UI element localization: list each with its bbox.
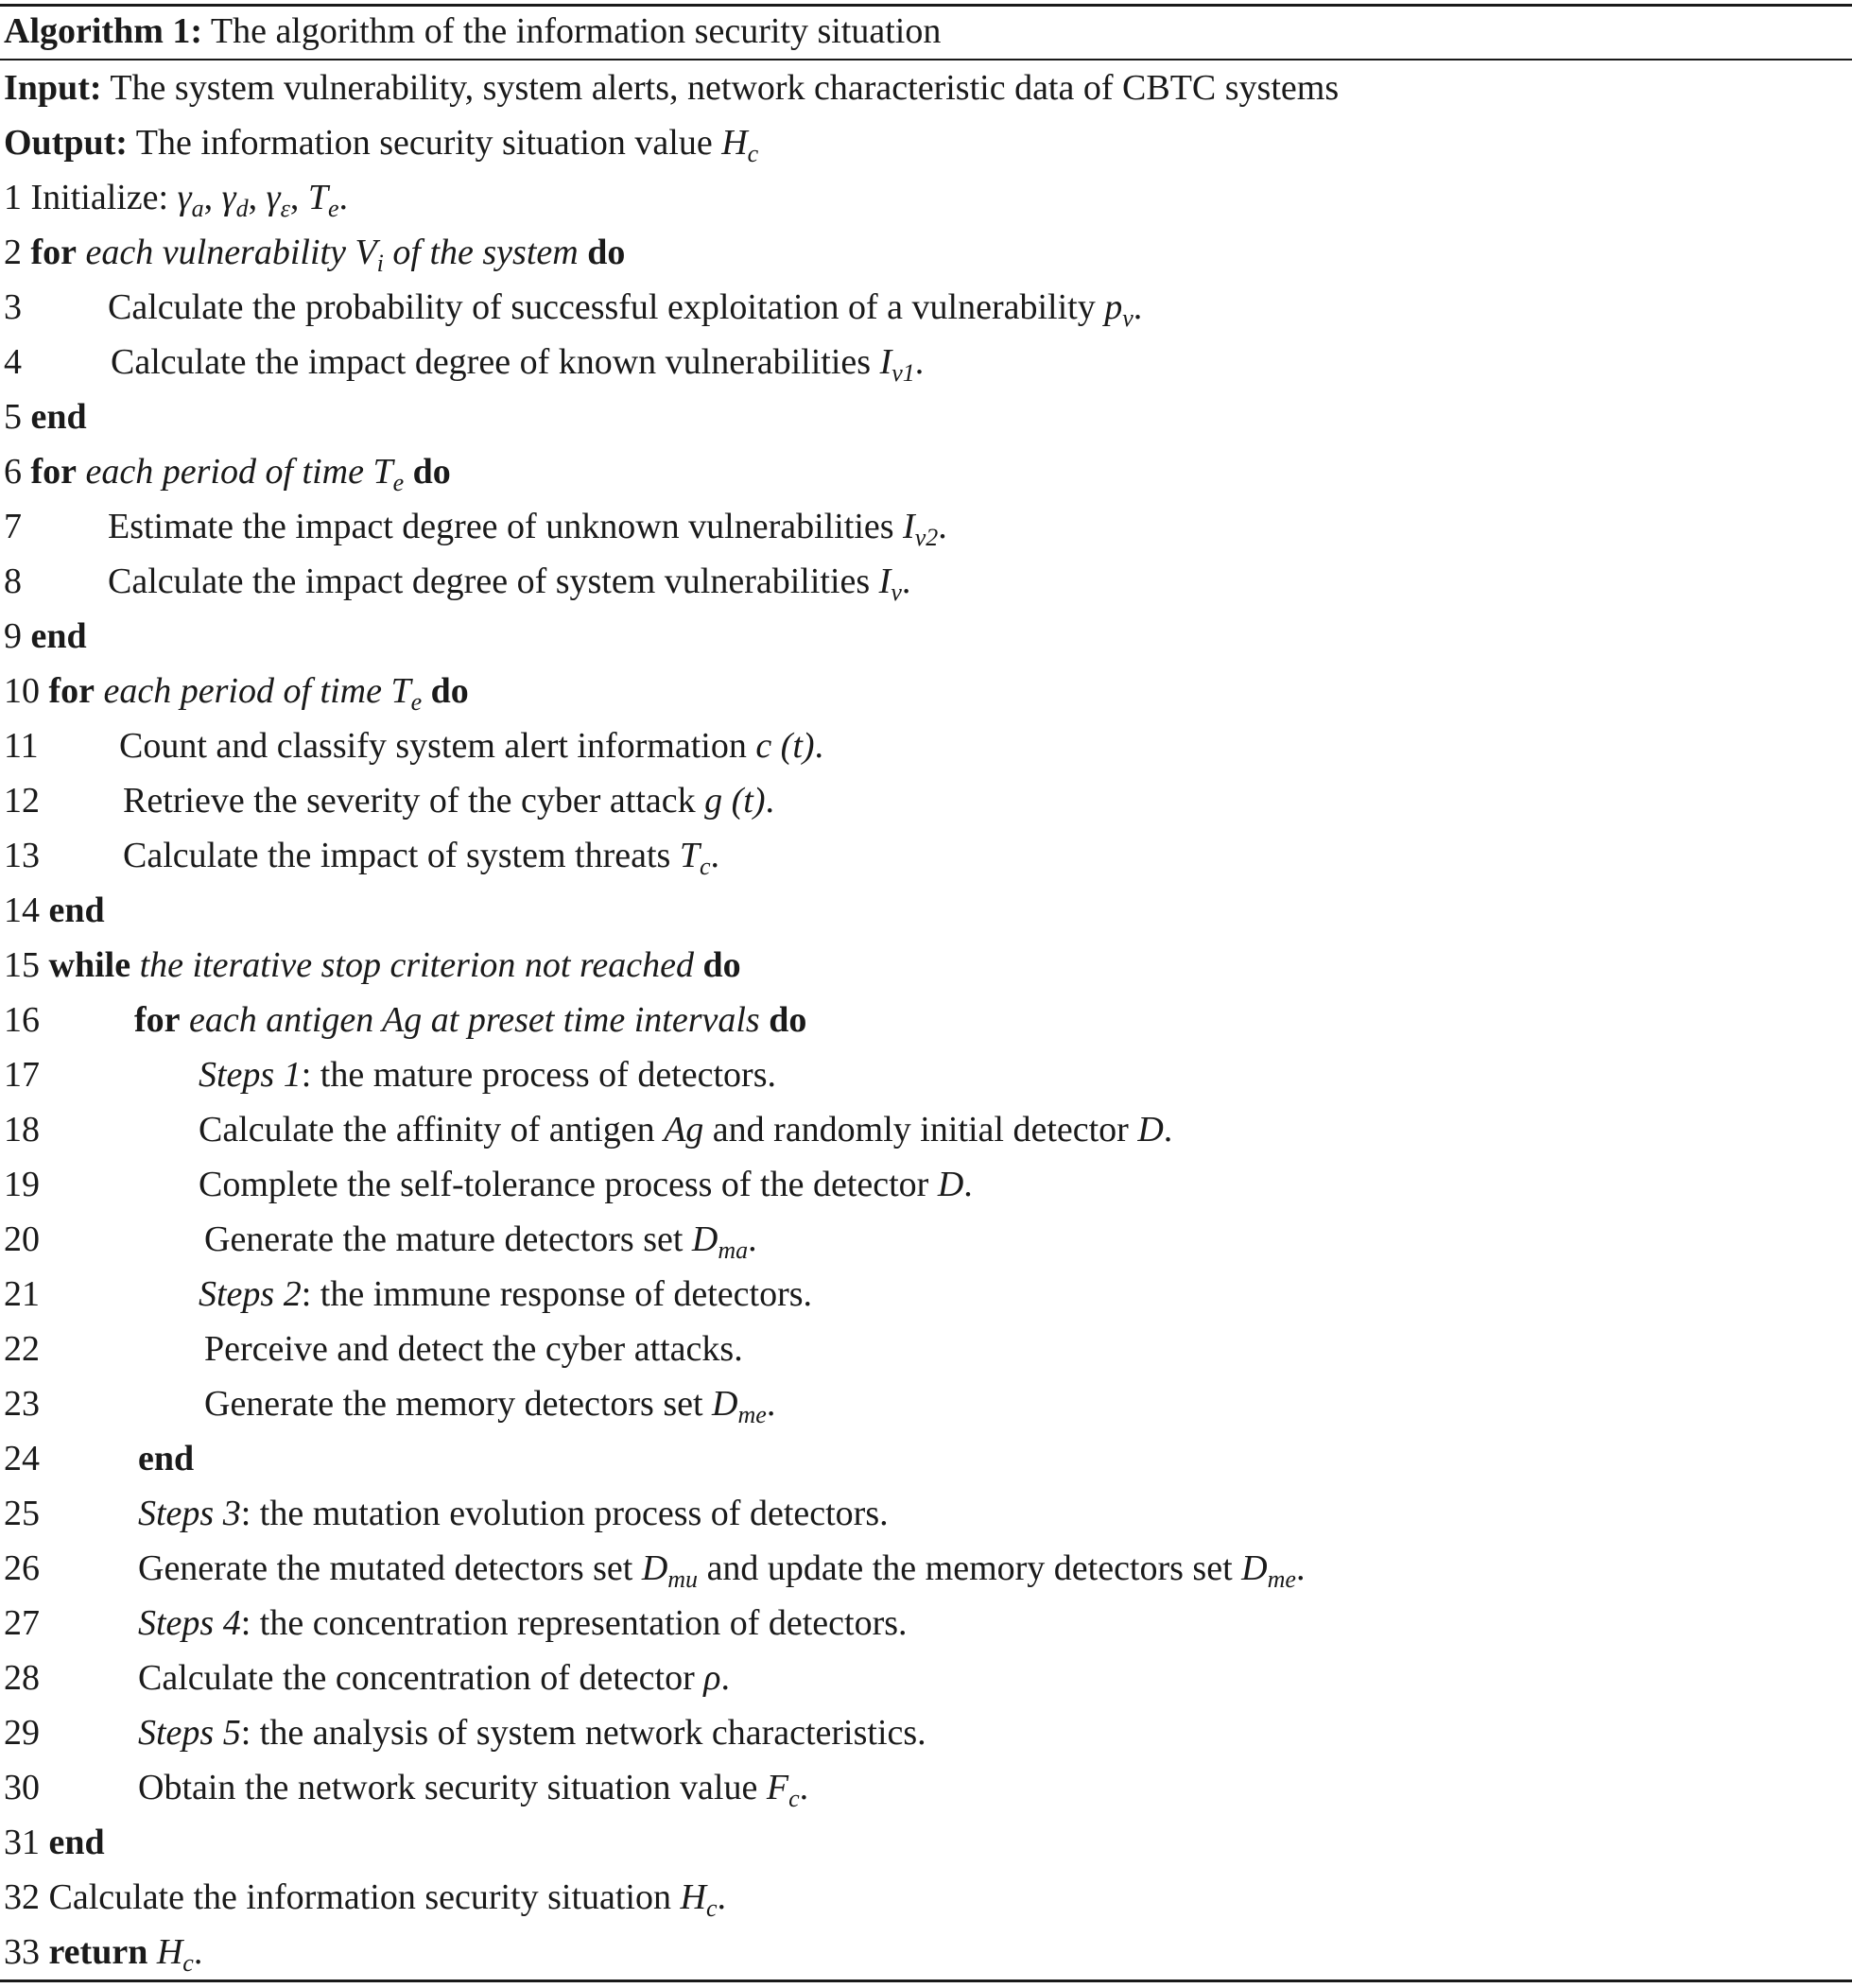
algo-line-25	[4, 1486, 889, 1541]
algorithm-title-text: The algorithm of the information security situation	[210, 11, 942, 51]
gamma-sub: d	[235, 195, 249, 222]
keyword-do: do	[587, 233, 626, 272]
line-text: Calculate the impact degree of known vulnerabilities	[111, 342, 872, 382]
math-var: D	[1137, 1110, 1164, 1150]
loop-condition: each antigen Ag at preset time intervals	[189, 1000, 760, 1040]
math-var: D	[691, 1219, 718, 1259]
loop-condition: each period of time T	[103, 671, 411, 711]
algorithm-title	[4, 5, 941, 58]
algo-line-3: 3 Calculate the probability of successful exploitation of a vulnerability $p_v$.	[4, 280, 22, 335]
gamma-sub: a	[191, 195, 204, 222]
keyword-do: do	[430, 671, 469, 711]
line-text-rest: and update the memory detectors set	[706, 1548, 1233, 1588]
line-number: 31	[4, 1823, 40, 1862]
loop-condition: each period of time T	[85, 452, 393, 492]
line-text: Count and classify system alert information	[119, 726, 747, 766]
algo-line-4: 4 Calculate the impact degree of known vulnerabilities $I_{v1}$.	[4, 335, 22, 389]
algo-line-23: 23 Generate the memory detectors set $D_{me}$.	[4, 1376, 40, 1431]
loop-condition: the iterative stop criterion not reached	[139, 945, 694, 985]
output-text: The information security situation value	[135, 123, 713, 163]
math-sub: c	[699, 853, 711, 880]
line-number: 7	[4, 507, 22, 546]
math-expr: c (t)	[755, 726, 815, 766]
math-var: D	[641, 1548, 668, 1588]
line-text: : the immune response of detectors.	[301, 1274, 813, 1314]
line-number: 29	[4, 1713, 40, 1753]
step-label: Steps 2	[199, 1274, 302, 1314]
math-var: D	[937, 1165, 964, 1204]
line-text: Retrieve the severity of the cyber attack	[123, 781, 696, 821]
algo-line-9	[4, 609, 87, 664]
line-text: Calculate the information security situation	[48, 1877, 671, 1917]
line-number: 30	[4, 1768, 40, 1807]
line-text: Calculate the impact of system threats	[123, 836, 671, 875]
step-label: Steps 5	[138, 1713, 241, 1753]
keyword-for: for	[30, 233, 78, 272]
line-number: 9	[4, 616, 22, 656]
algo-line-2	[4, 225, 625, 280]
line-number: 23	[4, 1384, 40, 1424]
te-sub: e	[327, 195, 339, 222]
keyword-while: while	[48, 945, 131, 985]
line-text: Calculate the probability of successful exploitation of a vulnerability	[108, 287, 1096, 327]
output-var: H	[721, 123, 748, 163]
line-number: 25	[4, 1494, 40, 1533]
line-number: 21	[4, 1274, 40, 1314]
math-sub: v2	[914, 524, 939, 551]
line-text: Obtain the network security situation value	[138, 1768, 758, 1807]
math-var: I	[878, 562, 891, 601]
line-text: : the mutation evolution process of detectors.	[240, 1494, 889, 1533]
line-text: Complete the self-tolerance process of the detector	[199, 1165, 929, 1204]
algo-line-28: 28 Calculate the concentration of detector ρ.	[4, 1651, 40, 1705]
keyword-return: return	[48, 1932, 148, 1972]
math-sub: v1	[891, 359, 915, 387]
line-number: 4	[4, 342, 22, 382]
algo-line-30: 30 Obtain the network security situation value $F_c$.	[4, 1760, 40, 1815]
math-var: F	[766, 1768, 789, 1807]
algo-line-10	[4, 664, 469, 718]
line-number: 6	[4, 452, 22, 492]
algo-line-32: 32 Calculate the information security situation $H_c$.	[4, 1870, 726, 1925]
line-number: 32	[4, 1877, 40, 1917]
algo-line-26: 26 Generate the mutated detectors set $D_{mu}$ and update the memory detectors set $D_{me}$.	[4, 1541, 40, 1596]
line-text: : the mature process of detectors.	[301, 1055, 776, 1095]
algo-line-6	[4, 444, 451, 499]
line-text-rest: and randomly initial detector	[712, 1110, 1129, 1150]
algo-line-19: 19 Complete the self-tolerance process of the detector D.	[4, 1157, 40, 1212]
line-text: Calculate the concentration of detector	[138, 1658, 695, 1698]
algo-line-5	[4, 389, 87, 444]
loop-condition: each vulnerability V	[85, 233, 377, 272]
algo-line-24	[4, 1431, 195, 1486]
line-text: Calculate the impact degree of system vulnerabilities	[108, 562, 871, 601]
math-var: D	[712, 1384, 738, 1424]
line-number: 15	[4, 945, 40, 985]
math-sub: me	[1267, 1565, 1296, 1593]
line-number: 2	[4, 233, 22, 272]
condition-sub: e	[392, 469, 405, 496]
line-number: 33	[4, 1932, 40, 1972]
gamma-var: γ	[177, 178, 192, 217]
algo-line-8: 8 Calculate the impact degree of system vulnerabilities $I_v$.	[4, 554, 22, 609]
line-number: 13	[4, 836, 40, 875]
te-var: T	[307, 178, 328, 217]
line-number: 16	[4, 1000, 40, 1040]
line-number: 19	[4, 1165, 40, 1204]
math-var: I	[903, 507, 915, 546]
line-number: 12	[4, 781, 40, 821]
math-var: p	[1104, 287, 1123, 327]
algo-line-16	[4, 993, 807, 1047]
line-number: 18	[4, 1110, 40, 1150]
line-text: Calculate the affinity of antigen	[199, 1110, 655, 1150]
input-label: Input:	[4, 68, 102, 108]
output-line	[4, 115, 758, 170]
gamma-var: γ	[266, 178, 281, 217]
keyword-end: end	[48, 1823, 105, 1862]
step-label: Steps 4	[138, 1603, 241, 1643]
keyword-end: end	[48, 890, 105, 930]
math-expr: g (t)	[704, 781, 766, 821]
line-number: 10	[4, 671, 40, 711]
keyword-do: do	[769, 1000, 807, 1040]
math-sub: c	[788, 1785, 800, 1812]
line-number: 5	[4, 397, 22, 437]
gamma-var: γ	[221, 178, 236, 217]
condition-sub: i	[376, 250, 384, 277]
keyword-for: for	[48, 671, 95, 711]
loop-condition-rest: of the system	[392, 233, 579, 272]
math-var: ρ	[703, 1658, 721, 1698]
math-var: Ag	[664, 1110, 704, 1150]
gamma-sub: ε	[280, 195, 290, 222]
step-label: Steps 3	[138, 1494, 241, 1533]
input-text: The system vulnerability, system alerts, network characteristic data of CBTC systems	[110, 68, 1340, 108]
line-text: Generate the mature detectors set	[204, 1219, 684, 1259]
keyword-end: end	[138, 1439, 195, 1478]
condition-sub: e	[410, 688, 423, 716]
output-label: Output:	[4, 123, 128, 163]
algo-line-31	[4, 1815, 105, 1870]
line-number: 11	[4, 726, 39, 766]
line-number: 17	[4, 1055, 40, 1095]
math-var: D	[1241, 1548, 1268, 1588]
line-number: 1	[4, 178, 22, 217]
line-number: 8	[4, 562, 22, 601]
line-number: 3	[4, 287, 22, 327]
line-text: Generate the mutated detectors set	[138, 1548, 633, 1588]
math-sub: mu	[667, 1565, 699, 1593]
math-var: I	[879, 342, 892, 382]
line-number: 28	[4, 1658, 40, 1698]
algo-line-17	[4, 1047, 776, 1102]
math-var: T	[679, 836, 700, 875]
step-label: Steps 1	[199, 1055, 302, 1095]
bottom-rule	[0, 1979, 1852, 1982]
algo-line-13: 13 Calculate the impact of system threats $T_c$.	[4, 828, 40, 883]
keyword-do: do	[412, 452, 451, 492]
line-number: 20	[4, 1219, 40, 1259]
algo-line-22	[4, 1322, 743, 1376]
line-text: Generate the memory detectors set	[204, 1384, 703, 1424]
line-text: Initialize:	[30, 178, 169, 217]
input-line	[4, 61, 1339, 115]
line-text: Estimate the impact degree of unknown vulnerabilities	[108, 507, 894, 546]
math-sub: me	[737, 1401, 767, 1428]
algo-line-12: 12 Retrieve the severity of the cyber attack g (t).	[4, 773, 40, 828]
algo-line-18: 18 Calculate the affinity of antigen Ag and randomly initial detector D.	[4, 1102, 40, 1157]
algorithm-label: Algorithm 1:	[4, 11, 203, 51]
line-number: 24	[4, 1439, 40, 1478]
math-sub: c	[705, 1894, 718, 1922]
algo-line-7: 7 Estimate the impact degree of unknown vulnerabilities $I_{v2}$.	[4, 499, 22, 554]
algo-line-1: 1 Initialize: $\gamma_a$, $\gamma_d$, $\gamma_\varepsilon$, $T_e$.	[4, 170, 348, 225]
math-sub: v	[1122, 304, 1134, 332]
keyword-do: do	[702, 945, 741, 985]
keyword-for: for	[134, 1000, 181, 1040]
math-sub: c	[182, 1949, 194, 1977]
algo-line-11: 11 Count and classify system alert information c (t).	[4, 718, 39, 773]
algo-line-20: 20 Generate the mature detectors set $D_{ma}$.	[4, 1212, 40, 1267]
line-number: 27	[4, 1603, 40, 1643]
math-var: H	[680, 1877, 706, 1917]
line-text: : the analysis of system network characteristics.	[240, 1713, 926, 1753]
line-number: 26	[4, 1548, 40, 1588]
math-sub: v	[891, 579, 902, 606]
keyword-end: end	[30, 616, 87, 656]
algo-line-14	[4, 883, 105, 938]
line-number: 22	[4, 1329, 40, 1369]
output-sub: c	[747, 140, 759, 167]
keyword-for: for	[30, 452, 78, 492]
algo-line-27	[4, 1596, 908, 1651]
line-number: 14	[4, 890, 40, 930]
algo-line-29	[4, 1705, 926, 1760]
keyword-end: end	[30, 397, 87, 437]
algo-line-21	[4, 1267, 813, 1322]
math-var: H	[156, 1932, 183, 1972]
line-text: Perceive and detect the cyber attacks.	[204, 1329, 743, 1369]
line-text: : the concentration representation of detectors.	[240, 1603, 908, 1643]
math-sub: ma	[718, 1236, 749, 1264]
algo-line-15	[4, 938, 741, 993]
algo-line-33: 33 return $H_c$.	[4, 1925, 202, 1979]
